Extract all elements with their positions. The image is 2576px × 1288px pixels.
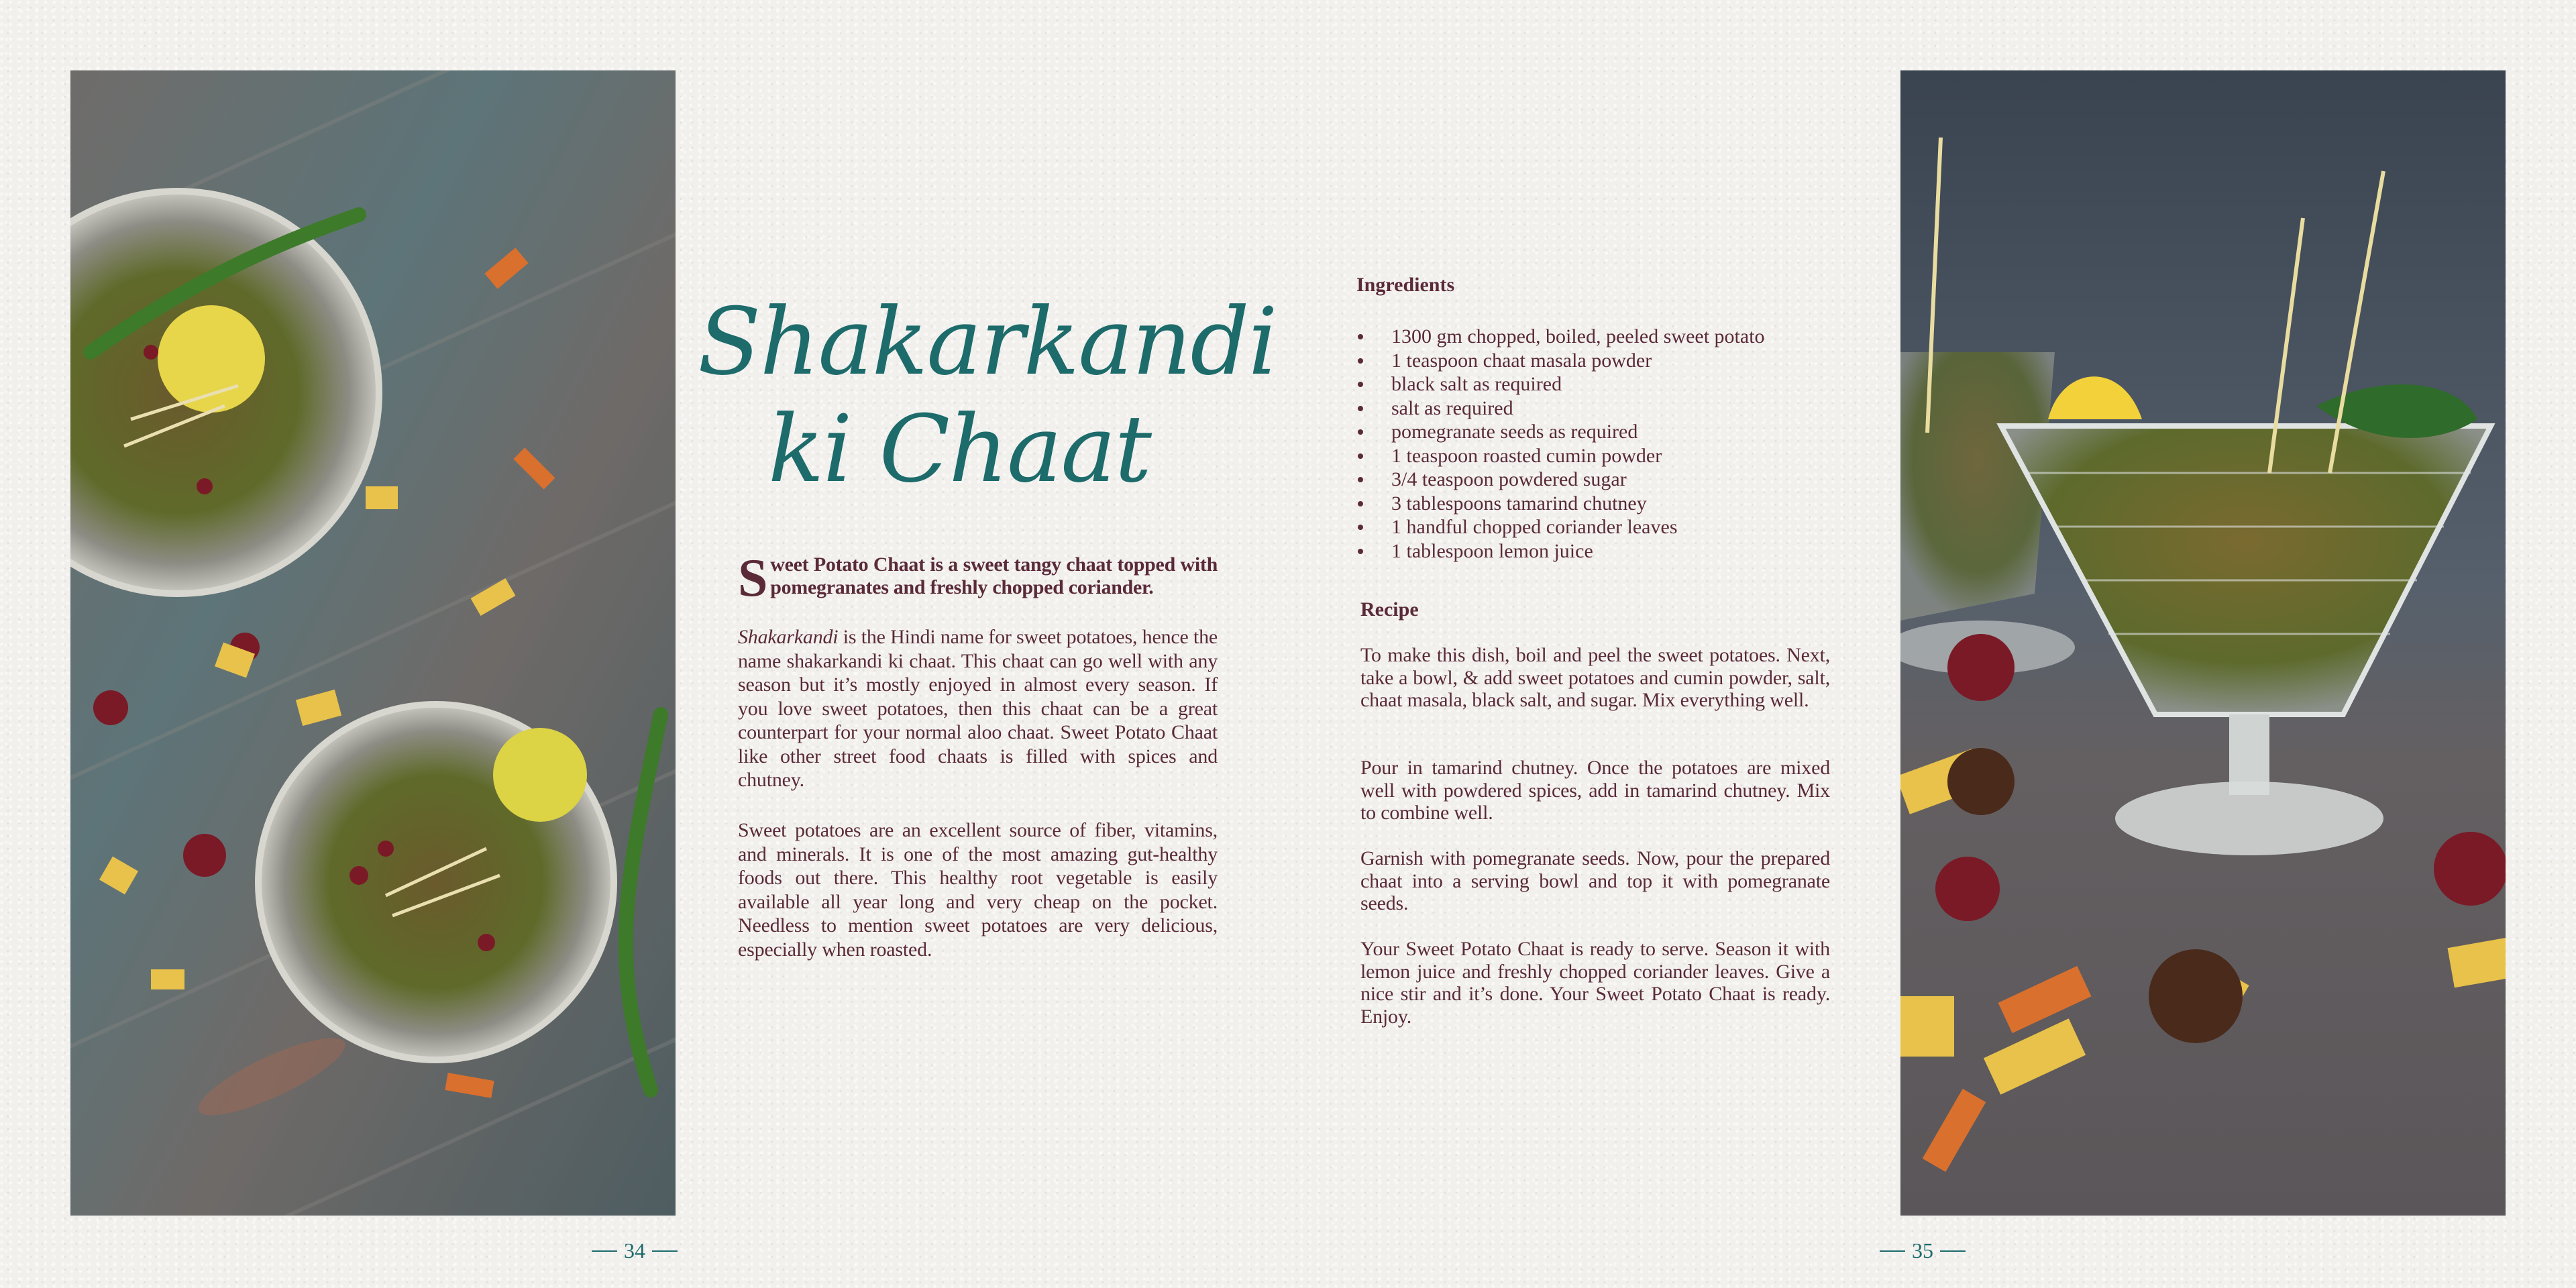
intro-paragraph <box>738 549 1218 608</box>
ingredient-item: 1 handful chopped coriander leaves <box>1356 515 1839 539</box>
body-paragraph-1-text: is the Hindi name for sweet potatoes, hence the name shakarkandi ki chaat. This chaat can go well with any season but it’s mostly enjoyed in almost every season. If you love sweet potatoes, then this chaat can be a great counterpart for your normal aloo chaat. Sweet Potato Chaat like other street food chaats is filled with spices and chutney. <box>738 626 1218 791</box>
recipe-step-4: Your Sweet Potato Chaat is ready to serve. Season it with lemon juice and freshly chopped coriander leaves. Give a nice stir and it’s done. Your Sweet Potato Chaat is ready. Enjoy. <box>1360 938 1830 1028</box>
body-paragraph-1 <box>738 625 1218 792</box>
page-number-dash <box>1880 1250 1905 1252</box>
recipe-step-3: Garnish with pomegranate seeds. Now, pour the prepared chaat into a serving bowl and top it with pomegranate seeds. <box>1360 847 1830 914</box>
page-number-left <box>592 1238 678 1263</box>
ingredient-item: 1300 gm chopped, boiled, peeled sweet potato <box>1356 325 1839 349</box>
drop-cap: S <box>738 549 768 608</box>
title-line-2: ki Chaat <box>767 395 1151 503</box>
page-number-value: 34 <box>624 1238 645 1263</box>
ingredient-item: 3/4 teaspoon powdered sugar <box>1356 468 1839 492</box>
chaat-top-view-photo <box>70 70 676 1216</box>
recipe-step-1: To make this dish, boil and peel the sweet potatoes. Next, take a bowl, & add sweet potatoes and cumin powder, salt, chaat masala, black salt, and sugar. Mix everything well. <box>1360 644 1830 711</box>
ingredients-list <box>1356 325 1839 563</box>
page-number-dash <box>1940 1250 1966 1252</box>
chaat-glass-cup-photo <box>1900 70 2506 1216</box>
page-number-dash <box>592 1250 617 1252</box>
page-number-value: 35 <box>1912 1238 1933 1263</box>
ingredient-item: black salt as required <box>1356 372 1839 396</box>
ingredient-item: 1 tablespoon lemon juice <box>1356 539 1839 564</box>
page-number-dash <box>652 1250 678 1252</box>
body-paragraph-2: Sweet potatoes are an excellent source of fiber, vitamins, and minerals. It is one of the most amazing gut-healthy foods out there. This healthy root vegetable is easily available all year long and very cheap on the pocket. Needless to mention sweet potatoes are very delicious, especially when roasted. <box>738 819 1218 961</box>
recipe-heading: Recipe <box>1360 598 1419 621</box>
title-line-1: Shakarkandi <box>698 288 1277 396</box>
ingredient-item: pomegranate seeds as required <box>1356 420 1839 444</box>
ingredients-heading: Ingredients <box>1356 274 1455 296</box>
recipe-step-2: Pour in tamarind chutney. Once the potatoes are mixed well with powdered spices, add in tamarind chutney. Mix to combine well. <box>1360 757 1830 824</box>
ingredient-item: salt as required <box>1356 396 1839 421</box>
ingredient-item: 3 tablespoons tamarind chutney <box>1356 492 1839 516</box>
page-number-right <box>1880 1238 1966 1263</box>
recipe-title <box>698 288 1277 503</box>
ingredient-item: 1 teaspoon roasted cumin powder <box>1356 444 1839 468</box>
intro-text: weet Potato Chaat is a sweet tangy chaat topped with pomegranates and freshly chopped coriander. <box>770 553 1218 598</box>
hindi-term: Shakarkandi <box>738 626 839 648</box>
ingredient-item: 1 teaspoon chaat masala powder <box>1356 349 1839 373</box>
